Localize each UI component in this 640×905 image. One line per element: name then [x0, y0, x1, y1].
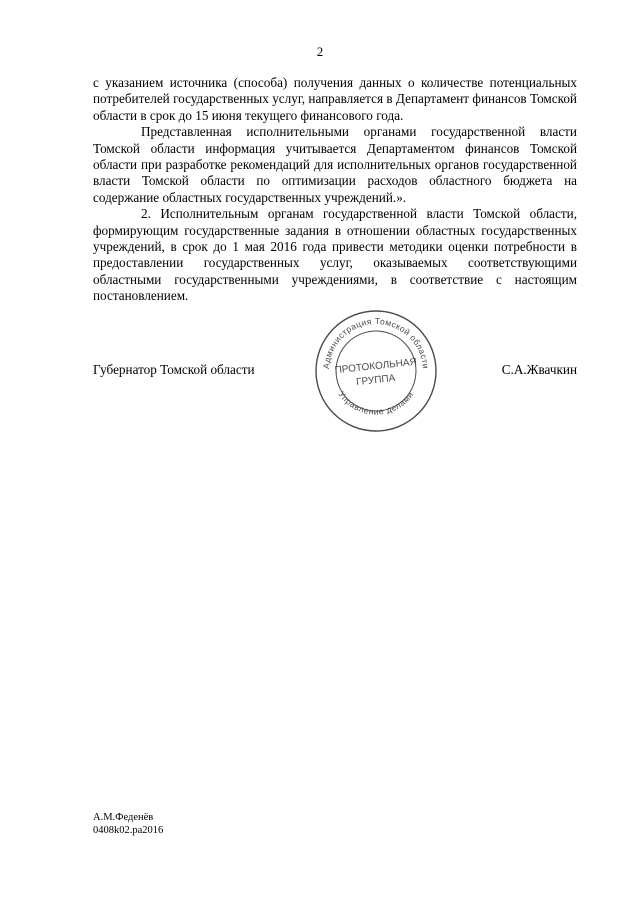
page-number: 2: [316, 44, 324, 59]
footer: [93, 811, 163, 837]
signature-title: Губернатор Томской области: [93, 362, 255, 377]
stamp-outer-text-top: Администрация Томской области: [320, 315, 431, 370]
stamp-line-1: ПРОТОКОЛЬНАЯ: [334, 356, 418, 377]
stamp-line-2: ГРУППА: [355, 372, 396, 389]
paragraph-information: Представленная исполнительными органами государственной власти Томской области информация учитывается Департаментом финансов Томской области при разработке рекомендаций для исполнительных органов государственной власти Томской области по оптимизации расходов областного бюджета на содержание областных государственных учреждений.».: [93, 124, 577, 205]
signature-name: С.А.Жвачкин: [501, 362, 577, 377]
paragraph-item-2: 2. Исполнительным органам государственной власти Томской области, формирующим государственные задания в отношении областных государственных учреждений, в срок до 1 мая 2016 года привести методики оценки потребности в предоставлении государственных услуг, оказываемых соответствующими областными государственными учреждениями, в соответствие с настоящим постановлением.: [93, 206, 577, 304]
footer-code: 0408k02.pa2016: [93, 825, 164, 836]
footer-author: А.М.Феденёв: [93, 812, 154, 823]
protocol-stamp: [312, 307, 440, 435]
paragraph-continuation: с указанием источника (способа) получения данных о количестве потенциальных потребителей государственных услуг, направляется в Департамент финансов Томской области в срок до 15 июня текущего финансового года.: [93, 75, 577, 123]
document-body: [93, 75, 577, 305]
stamp-outer-text-bottom: Управление делами: [336, 389, 416, 417]
